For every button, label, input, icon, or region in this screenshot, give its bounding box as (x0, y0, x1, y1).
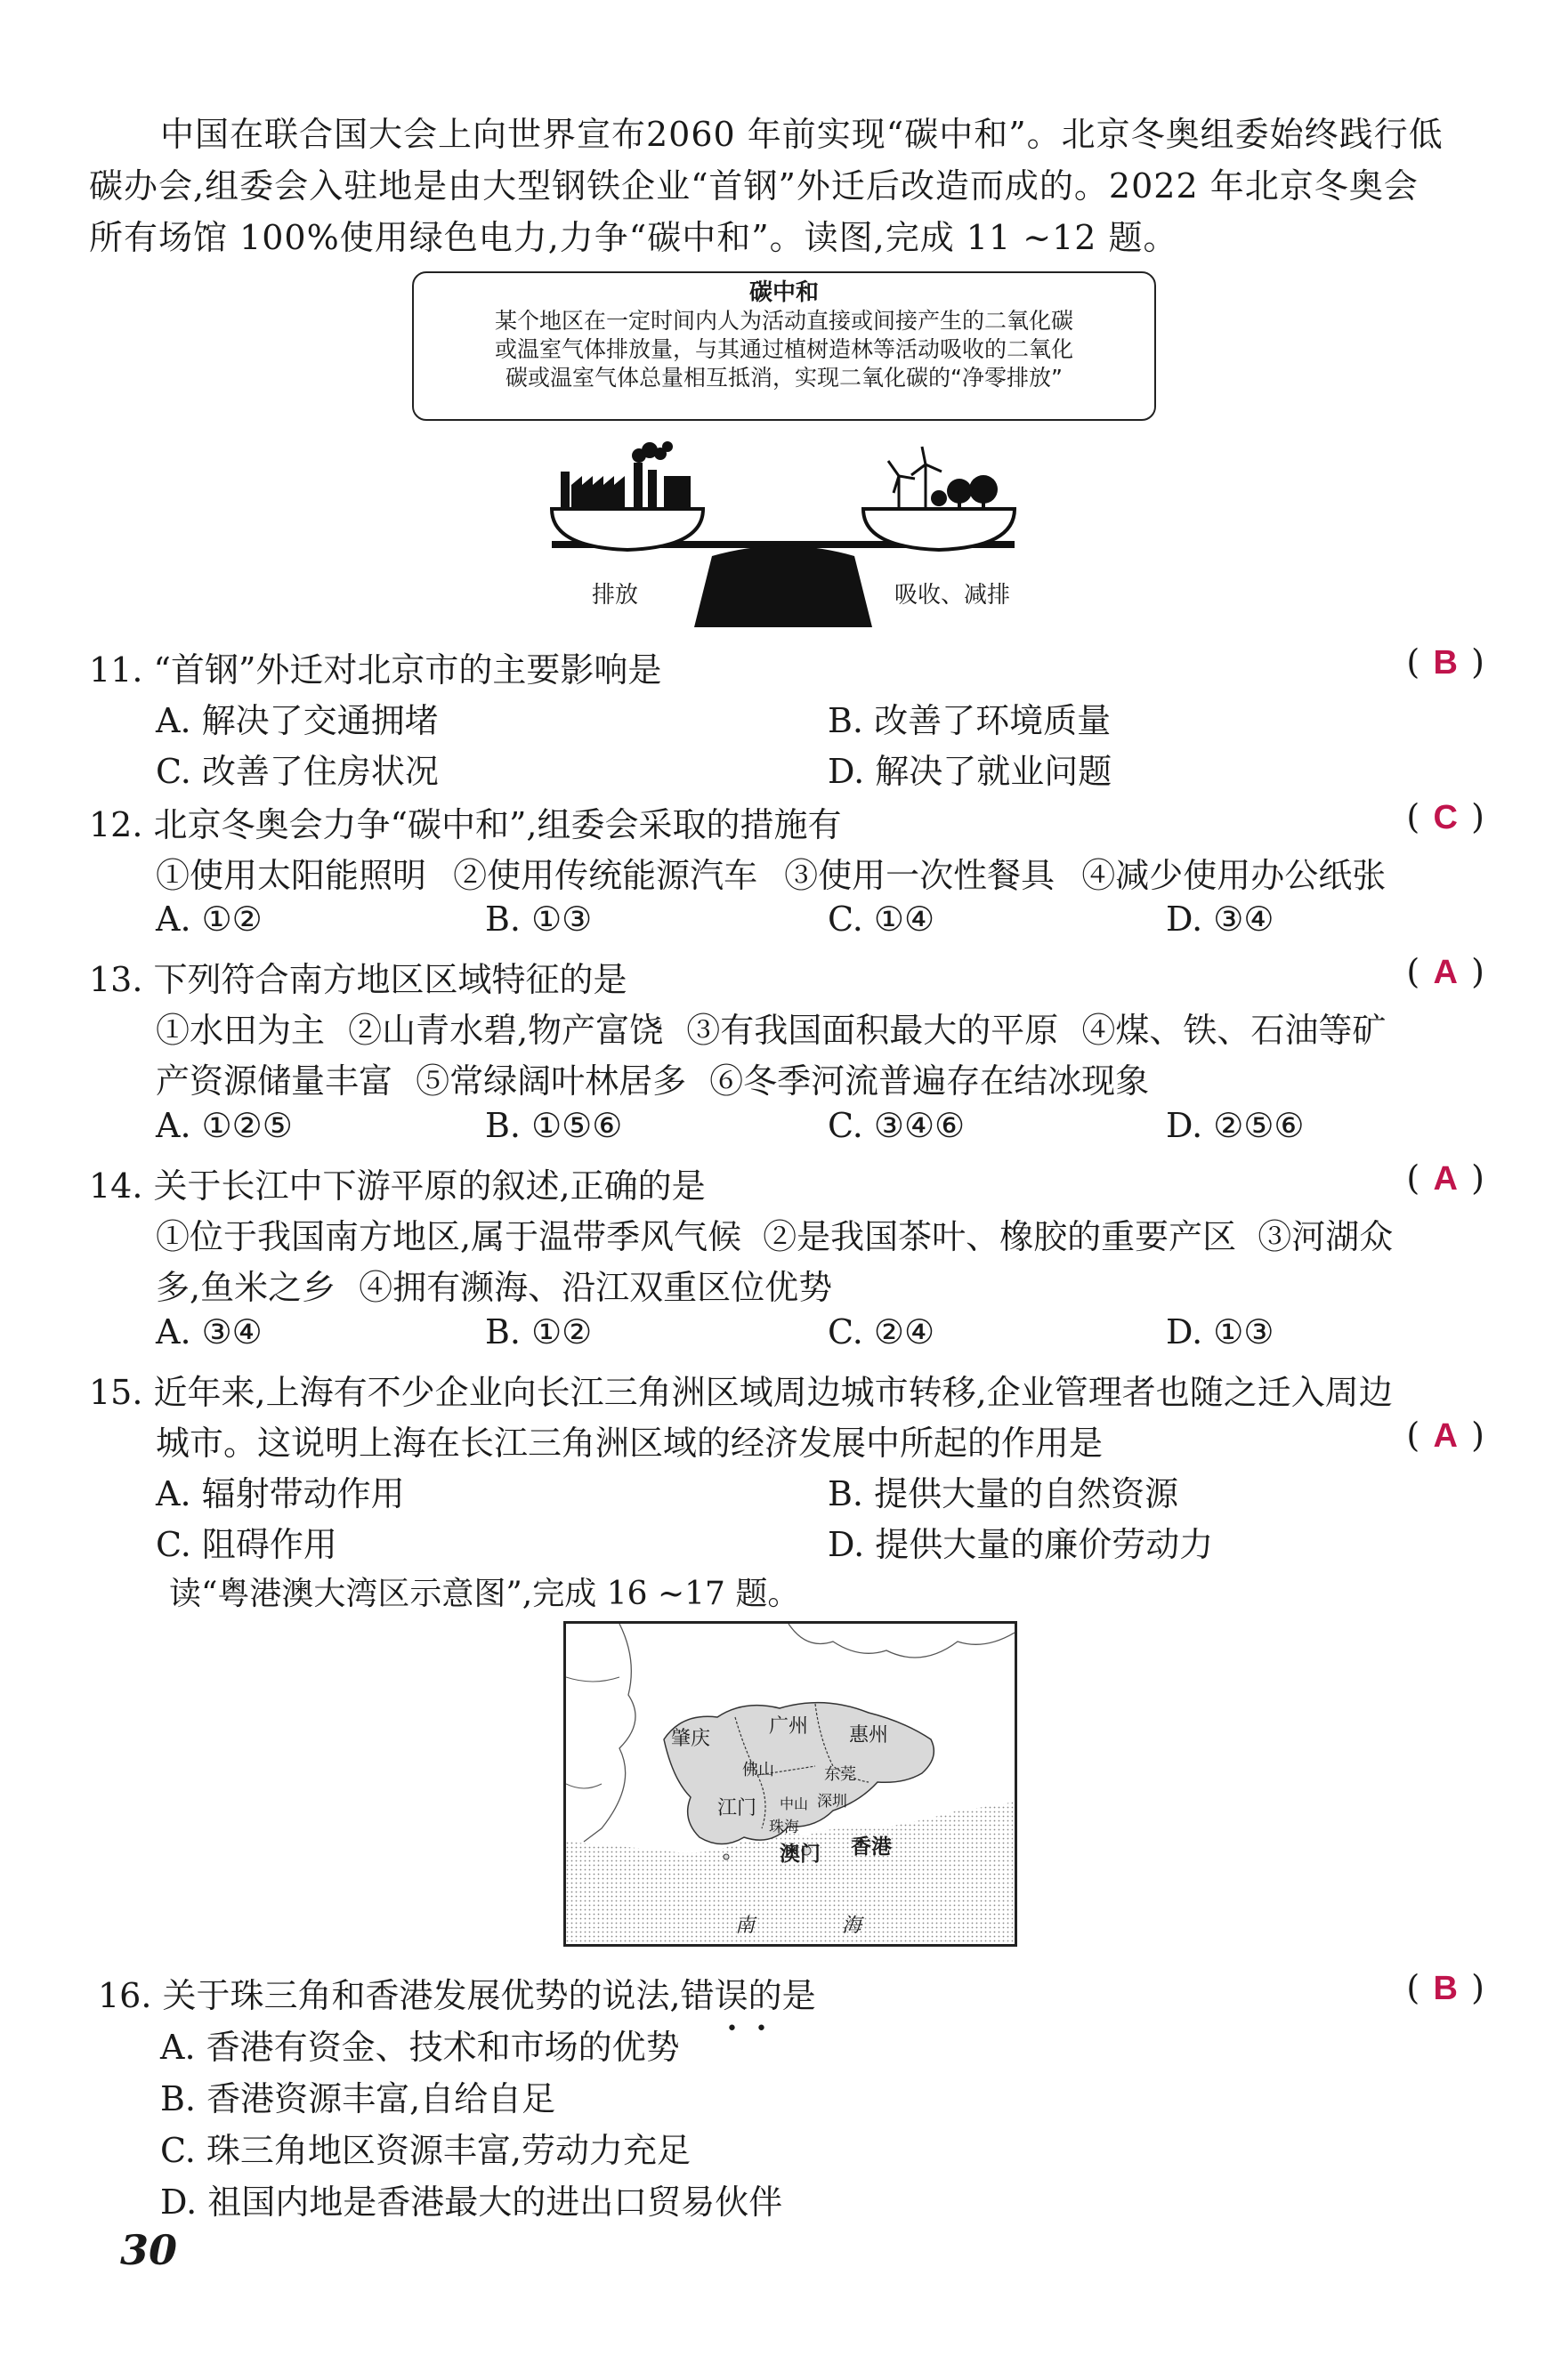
factory-icon (561, 441, 691, 509)
option: A. 香港有资金、技术和市场的优势 (160, 2028, 680, 2067)
question-items: 多,鱼米之乡 ④拥有濒海、沿江双重区位优势 (156, 1268, 833, 1307)
city-label: 澳门 (780, 1842, 821, 1866)
answer-12: ( C ) (1406, 797, 1484, 836)
option: A. ①②⑤ (156, 1106, 293, 1145)
option: C. 改善了住房状况 (156, 752, 439, 791)
question-15 (89, 1365, 1393, 1414)
option: C. 珠三角地区资源丰富,劳动力充足 (160, 2131, 691, 2170)
city-label: 东莞 (824, 1765, 856, 1784)
answer-14: ( A ) (1406, 1158, 1484, 1198)
page-number: 30 (120, 2226, 178, 2274)
city-label: 江门 (717, 1797, 757, 1819)
city-label: 肇庆 (671, 1728, 711, 1750)
definition-line: 某个地区在一定时间内人为活动直接或间接产生的二氧化碳 (494, 308, 1073, 334)
option: D. ③④ (1166, 900, 1274, 939)
option: C. 阻碍作用 (156, 1525, 337, 1564)
question-stem: 北京冬奥会力争“碳中和”,组委会采取的措施有 (153, 805, 842, 844)
option: A. ③④ (156, 1312, 263, 1351)
map-drawing (566, 1624, 1015, 1944)
question-stem-continued: 城市。这说明上海在长江三角洲区域的经济发展中所起的作用是 (156, 1424, 1104, 1463)
sea-label: 南 (735, 1915, 756, 1937)
option: A. 辐射带动作用 (156, 1474, 405, 1513)
scale-right-label: 吸收、减排 (894, 582, 1011, 609)
question-number: 15. (89, 1373, 143, 1412)
map-intro: 读“粤港澳大湾区示意图”,完成 16 ~17 题。 (169, 1576, 800, 1612)
answer-letter: B (1433, 1970, 1458, 2007)
option: D. ①③ (1166, 1312, 1274, 1351)
option: B. ①③ (485, 900, 593, 939)
definition-line: 碳或温室气体总量相互抵消，实现二氧化碳的“净零排放” (506, 365, 1063, 391)
question-stem: 下列符合南方地区区域特征的是 (153, 960, 627, 999)
intro-line: 所有场馆 100%使用绿色电力,力争“碳中和”。读图,完成 11 ~12 题。 (89, 218, 1178, 257)
definition-line: 或温室气体排放量，与其通过植树造林等活动吸收的二氧化 (494, 336, 1073, 362)
question-number: 14. (89, 1166, 143, 1206)
emphasis-dots: •• (726, 2018, 785, 2040)
question-11 (89, 642, 661, 691)
city-label: 中山 (780, 1795, 809, 1812)
answer-letter: B (1433, 644, 1458, 682)
option: C. ①④ (828, 900, 935, 939)
option: A. 解决了交通拥堵 (156, 701, 439, 740)
question-items: 产资源储量丰富 ⑤常绿阔叶林居多 ⑥冬季河流普遍存在结冰现象 (156, 1061, 1150, 1101)
answer-letter: A (1433, 954, 1458, 991)
answer-letter: A (1433, 1160, 1458, 1198)
question-14 (89, 1158, 706, 1207)
question-number: 16. (98, 1976, 152, 2015)
intro-line: 中国在联合国大会上向世界宣布2060 年前实现“碳中和”。北京冬奥组委始终践行低 (160, 115, 1444, 154)
option: B. 提供大量的自然资源 (828, 1474, 1179, 1513)
answer-13: ( A ) (1406, 952, 1484, 991)
greater-bay-area-map (563, 1621, 1017, 1947)
city-label: 深圳 (817, 1793, 847, 1811)
option: D. 祖国内地是香港最大的进出口贸易伙伴 (160, 2182, 783, 2222)
question-number: 13. (89, 960, 143, 999)
question-16 (98, 1968, 816, 2017)
tree-icon (931, 475, 998, 509)
city-label: 佛山 (742, 1761, 774, 1779)
intro-paragraph (89, 109, 1495, 263)
question-13 (89, 952, 627, 1001)
city-label: 珠海 (769, 1819, 799, 1836)
city-label: 香港 (851, 1835, 892, 1859)
question-stem: 关于长江中下游平原的叙述,正确的是 (153, 1166, 706, 1206)
question-stem: “首钢”外迁对北京市的主要影响是 (153, 650, 662, 690)
option: D. 解决了就业问题 (828, 752, 1112, 791)
sea-label: 海 (842, 1915, 862, 1937)
answer-letter: C (1433, 799, 1458, 836)
question-items: ①水田为主 ②山青水碧,物产富饶 ③有我国面积最大的平原 ④煤、铁、石油等矿 (156, 1011, 1387, 1050)
scale-left-label: 排放 (592, 582, 639, 609)
question-stem: 关于珠三角和香港发展优势的说法,错误的是 (162, 1976, 816, 2015)
question-number: 11. (89, 650, 143, 690)
option: A. ①② (156, 900, 263, 939)
answer-letter: A (1433, 1417, 1458, 1455)
option: D. 提供大量的廉价劳动力 (828, 1525, 1214, 1564)
question-stem: 近年来,上海有不少企业向长江三角洲区域周边城市转移,企业管理者也随之迁入周边 (153, 1373, 1393, 1412)
answer-15: ( A ) (1406, 1416, 1484, 1455)
answer-16: ( B ) (1406, 1968, 1484, 2007)
option: B. ①② (485, 1312, 593, 1351)
intro-line: 碳办会,组委会入驻地是由大型钢铁企业“首钢”外迁后改造而成的。2022 年北京冬奥会 (89, 166, 1419, 206)
option: B. ①⑤⑥ (485, 1106, 623, 1145)
option: C. ③④⑥ (828, 1106, 966, 1145)
option: C. ②④ (828, 1312, 935, 1351)
option: B. 香港资源丰富,自给自足 (160, 2079, 556, 2118)
question-items: ①位于我国南方地区,属于温带季风气候 ②是我国茶叶、橡胶的重要产区 ③河湖众 (156, 1217, 1394, 1256)
option: D. ②⑤⑥ (1166, 1106, 1305, 1145)
carbon-neutral-definition-box (412, 271, 1156, 421)
definition-title: 碳中和 (748, 279, 819, 306)
answer-11: ( B ) (1406, 642, 1484, 682)
city-label: 惠州 (849, 1724, 889, 1747)
option: B. 改善了环境质量 (828, 701, 1112, 740)
city-label: 广州 (769, 1715, 809, 1738)
question-items: ①使用太阳能照明 ②使用传统能源汽车 ③使用一次性餐具 ④减少使用办公纸张 (156, 856, 1387, 895)
question-number: 12. (89, 805, 143, 844)
question-12 (89, 797, 841, 846)
